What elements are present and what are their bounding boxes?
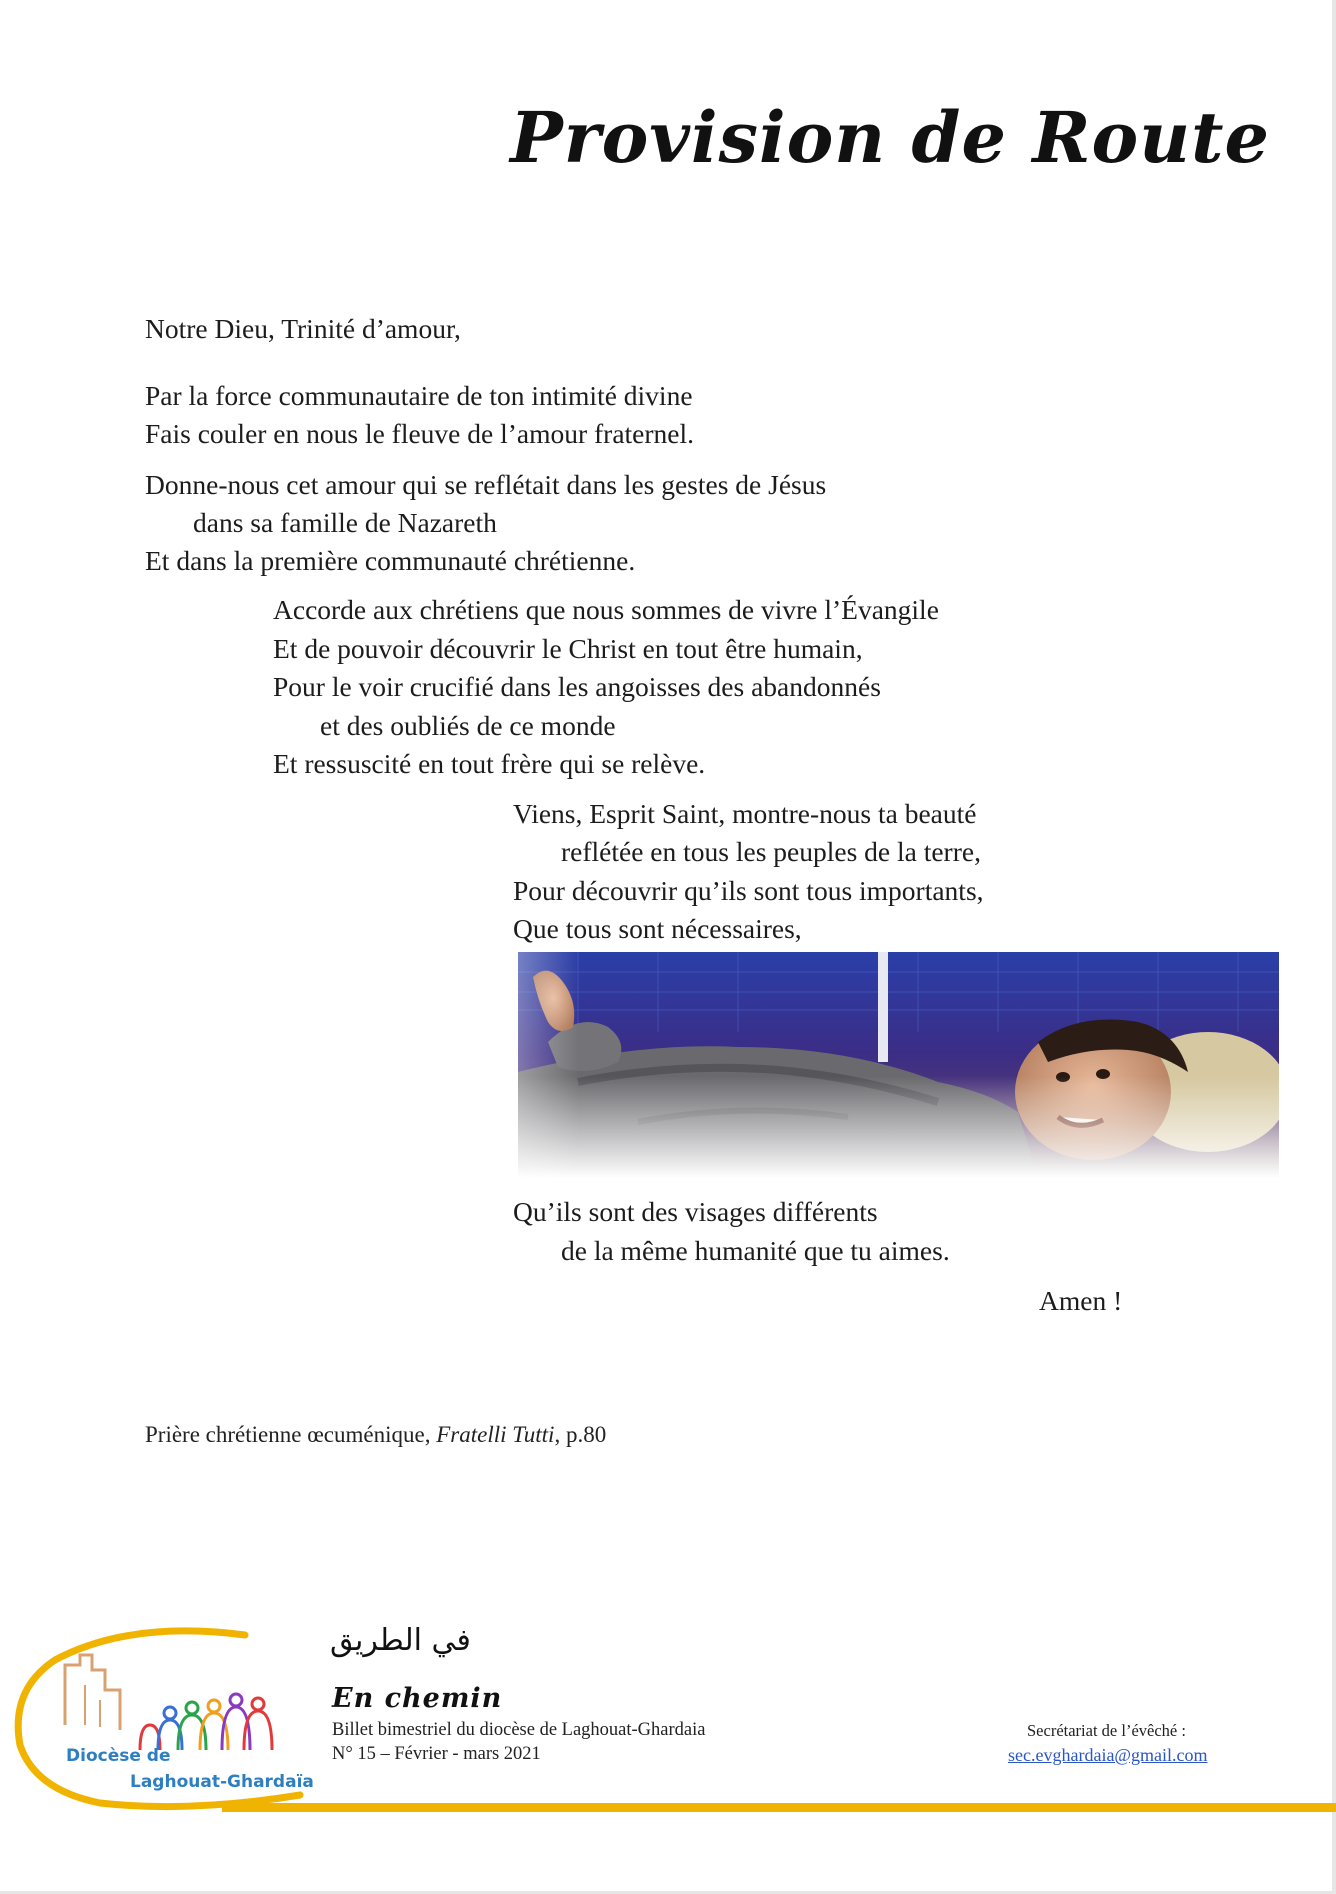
prayer-line: et des oubliés de ce monde xyxy=(320,710,616,741)
bulletin-title: En chemin xyxy=(332,1683,503,1714)
source-prefix: Prière chrétienne œcuménique, xyxy=(145,1422,437,1447)
logo-text-diocese: Diocèse de xyxy=(66,1746,171,1766)
prayer-line: Et ressuscité en tout frère qui se relève. xyxy=(273,748,706,779)
prayer-line: reflétée en tous les peuples de la terre, xyxy=(561,836,981,867)
prayer-line: Donne-nous cet amour qui se reflétait dans les gestes de Jésus xyxy=(145,469,827,500)
footer-divider xyxy=(222,1803,1336,1812)
child-photo xyxy=(518,952,1279,1178)
prayer-line: Que tous sont nécessaires, xyxy=(513,913,802,944)
prayer-line: Et dans la première communauté chrétienne. xyxy=(145,545,636,576)
prayer-amen: Amen ! xyxy=(1039,1285,1123,1316)
page-title: Provision de Route xyxy=(510,96,1270,179)
source-suffix: , p.80 xyxy=(554,1422,607,1447)
prayer-line: Pour découvrir qu’ils sont tous importants, xyxy=(513,875,984,906)
prayer-line: Notre Dieu, Trinité d’amour, xyxy=(145,313,461,344)
prayer-line: Qu’ils sont des visages différents xyxy=(513,1196,878,1227)
prayer-line: Viens, Esprit Saint, montre-nous ta beauté xyxy=(513,798,977,829)
prayer-line: Pour le voir crucifié dans les angoisses des abandonnés xyxy=(273,671,881,702)
bulletin-subtitle: Billet bimestriel du diocèse de Laghouat-Ghardaia xyxy=(332,1720,706,1740)
prayer-line: Accorde aux chrétiens que nous sommes de vivre l’Évangile xyxy=(273,594,939,625)
prayer-line: dans sa famille de Nazareth xyxy=(193,507,497,538)
source-citation xyxy=(145,1422,606,1448)
contact-email-link[interactable]: sec.evghardaia@gmail.com xyxy=(1008,1745,1208,1765)
prayer-line: Par la force communautaire de ton intimité divine xyxy=(145,380,693,411)
prayer-line: Et de pouvoir découvrir le Christ en tout être humain, xyxy=(273,633,863,664)
prayer-line: Fais couler en nous le fleuve de l’amour fraternel. xyxy=(145,418,695,449)
source-work: Fratelli Tutti xyxy=(436,1422,555,1447)
contact-label: Secrétariat de l’évêché : xyxy=(1027,1721,1186,1740)
prayer-line: de la même humanité que tu aimes. xyxy=(561,1235,950,1266)
bulletin-issue: N° 15 – Février - mars 2021 xyxy=(332,1744,541,1764)
arabic-title: في الطريق xyxy=(330,1623,471,1658)
logo-text-place: Laghouat-Ghardaïa xyxy=(130,1772,314,1792)
